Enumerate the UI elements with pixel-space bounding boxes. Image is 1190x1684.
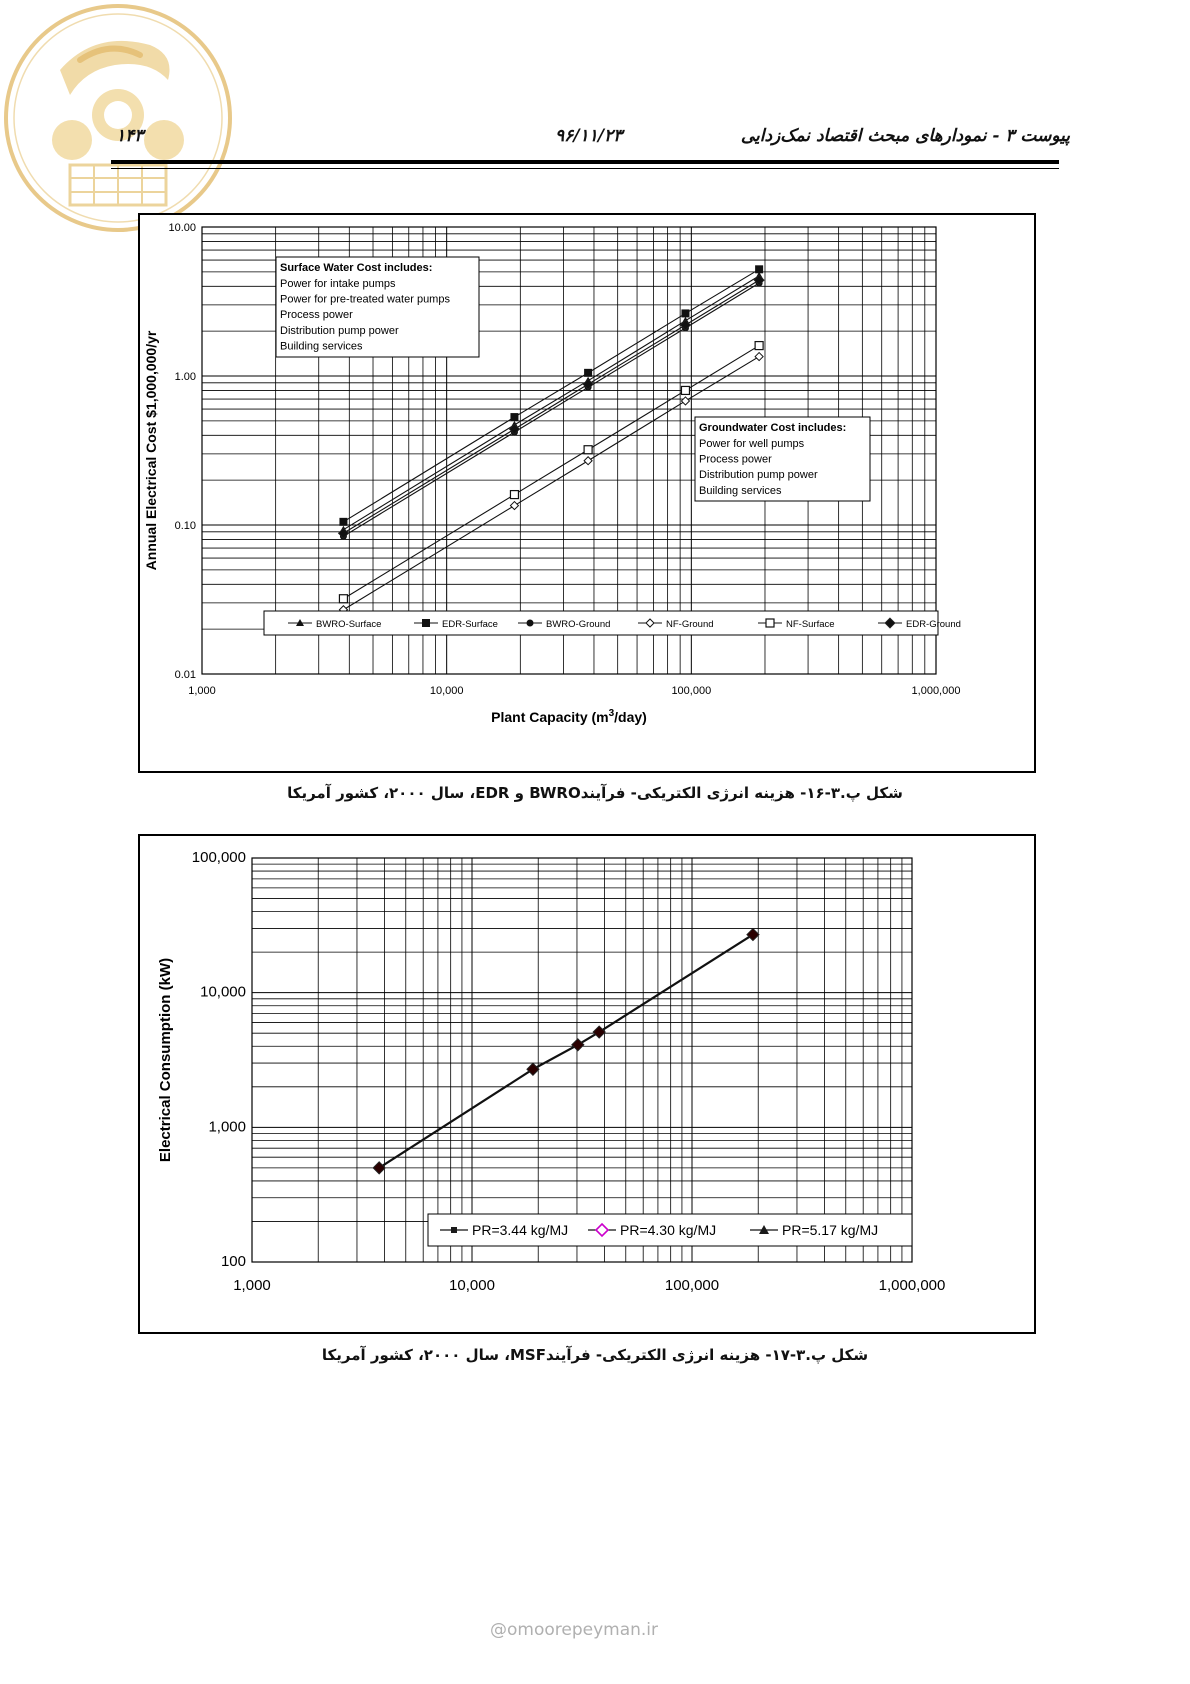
document-date: ۹۶/۱۱/۲۳ xyxy=(555,126,623,146)
legend-label: BWRO-Ground xyxy=(546,619,611,630)
ground-note-title: Groundwater Cost includes: xyxy=(699,422,847,434)
ground-note-line: Process power xyxy=(699,453,772,466)
x-tick-label: 10,000 xyxy=(449,1277,495,1294)
data-point xyxy=(510,491,518,499)
x-tick-label: 10,000 xyxy=(429,685,464,697)
series-line xyxy=(379,935,753,1168)
data-point xyxy=(338,528,348,538)
figure-electrical-consumption-chart xyxy=(138,834,1036,1334)
groundwater-cost-note xyxy=(695,417,870,501)
watermark-url: @omoorepeyman.ir xyxy=(490,1620,659,1640)
data-point xyxy=(510,502,518,510)
x-tick-label: 1,000,000 xyxy=(878,1277,946,1294)
surface-note-line: Process power xyxy=(280,309,353,322)
legend-label: NF-Surface xyxy=(786,619,835,630)
y-tick-label: 1.00 xyxy=(174,371,196,383)
figure2-caption: شکل پ.۳-۱۷- هزینه انرژی الکتریکی- فرآیندMSF، سال ۲۰۰۰، کشور آمریکا xyxy=(321,1346,869,1364)
legend-label: EDR-Ground xyxy=(906,619,961,630)
publisher-seal-logo xyxy=(0,0,236,236)
data-point xyxy=(681,397,689,405)
data-point xyxy=(755,342,763,350)
legend-label: NF-Ground xyxy=(666,619,714,630)
y-tick-label: 100 xyxy=(220,1253,246,1270)
ground-note-line: Power for well pumps xyxy=(699,438,805,450)
legend-marker xyxy=(451,1227,457,1233)
x-tick-label: 100,000 xyxy=(664,1277,720,1294)
electrical-consumption-chart-svg xyxy=(140,836,1034,1332)
y-tick-label: 10,000 xyxy=(200,983,246,1001)
y-axis-label: Electrical Consumption (kW) xyxy=(157,957,174,1163)
surface-cost-note xyxy=(276,257,479,357)
data-point xyxy=(339,595,347,603)
y-axis-label: Annual Electrical Cost $1,000,000/yr xyxy=(143,330,159,571)
plot-grid xyxy=(252,858,912,1262)
y-tick-label: 1,000 xyxy=(208,1118,246,1136)
data-point xyxy=(584,369,592,377)
data-point xyxy=(509,424,519,434)
data-point xyxy=(583,379,593,389)
y-tick-label: 0.01 xyxy=(174,669,196,681)
x-axis-label: Plant Capacity $(m^3/day)$ xyxy=(491,708,647,725)
x-tick-label: 1,000,000 xyxy=(911,685,961,697)
legend-label: PR=5.17 kg/MJ xyxy=(782,1222,879,1238)
data-point xyxy=(681,309,689,317)
data-point xyxy=(584,446,592,454)
y-tick-label: 0.10 xyxy=(174,520,196,532)
legend xyxy=(428,1214,912,1246)
series-pr-lines xyxy=(373,929,759,1174)
electrical-cost-chart-svg xyxy=(140,215,1034,771)
legend xyxy=(264,611,961,635)
document-header-title: پیوست ۳ - نمودارهای مبحث اقتصاد نمک‌زدایی xyxy=(740,126,1070,146)
data-point xyxy=(510,413,518,421)
x-tick-label: 100,000 xyxy=(671,685,712,697)
data-point xyxy=(681,386,689,394)
data-point xyxy=(755,265,763,273)
legend-marker xyxy=(422,619,430,627)
legend-label: EDR-Surface xyxy=(442,619,498,630)
data-point xyxy=(584,457,592,465)
surface-note-line: Distribution pump power xyxy=(280,324,399,337)
legend-label: PR=3.44 kg/MJ xyxy=(472,1222,569,1238)
header-rule-thin xyxy=(111,168,1059,169)
data-point xyxy=(755,353,763,361)
data-point xyxy=(680,320,690,330)
surface-note-line: Building services xyxy=(280,340,363,353)
data-point xyxy=(339,518,347,526)
surface-note-line: Power for pre-treated water pumps xyxy=(280,293,450,306)
y-tick-label: 10.00 xyxy=(168,222,196,234)
data-point xyxy=(527,1063,539,1075)
surface-note-title: Surface Water Cost includes: xyxy=(280,262,433,274)
x-tick-label: 1,000 xyxy=(188,685,216,697)
legend-marker xyxy=(527,620,534,627)
page-number: ۱۴۳ xyxy=(116,126,144,146)
y-tick-label: 100,000 xyxy=(191,849,246,866)
legend-label: PR=4.30 kg/MJ xyxy=(620,1222,717,1238)
surface-note-line: Power for intake pumps xyxy=(280,278,396,290)
data-point xyxy=(572,1039,584,1051)
data-point xyxy=(754,275,764,285)
figure-electrical-cost-chart xyxy=(138,213,1036,773)
header-rule-thick xyxy=(111,160,1059,164)
plot-frame xyxy=(252,858,912,1262)
legend-marker xyxy=(766,619,774,627)
ground-note-line: Building services xyxy=(699,484,782,497)
ground-note-line: Distribution pump power xyxy=(699,469,818,482)
legend-label: BWRO-Surface xyxy=(316,619,382,630)
data-point xyxy=(373,1162,385,1174)
data-point xyxy=(593,1026,605,1038)
figure1-caption: شکل پ.۳-۱۶- هزینه انرژی الکتریکی- فرآیندBWRO و EDR، سال ۲۰۰۰، کشور آمریکا xyxy=(287,784,903,802)
data-point xyxy=(747,929,759,941)
x-tick-label: 1,000 xyxy=(233,1277,271,1294)
